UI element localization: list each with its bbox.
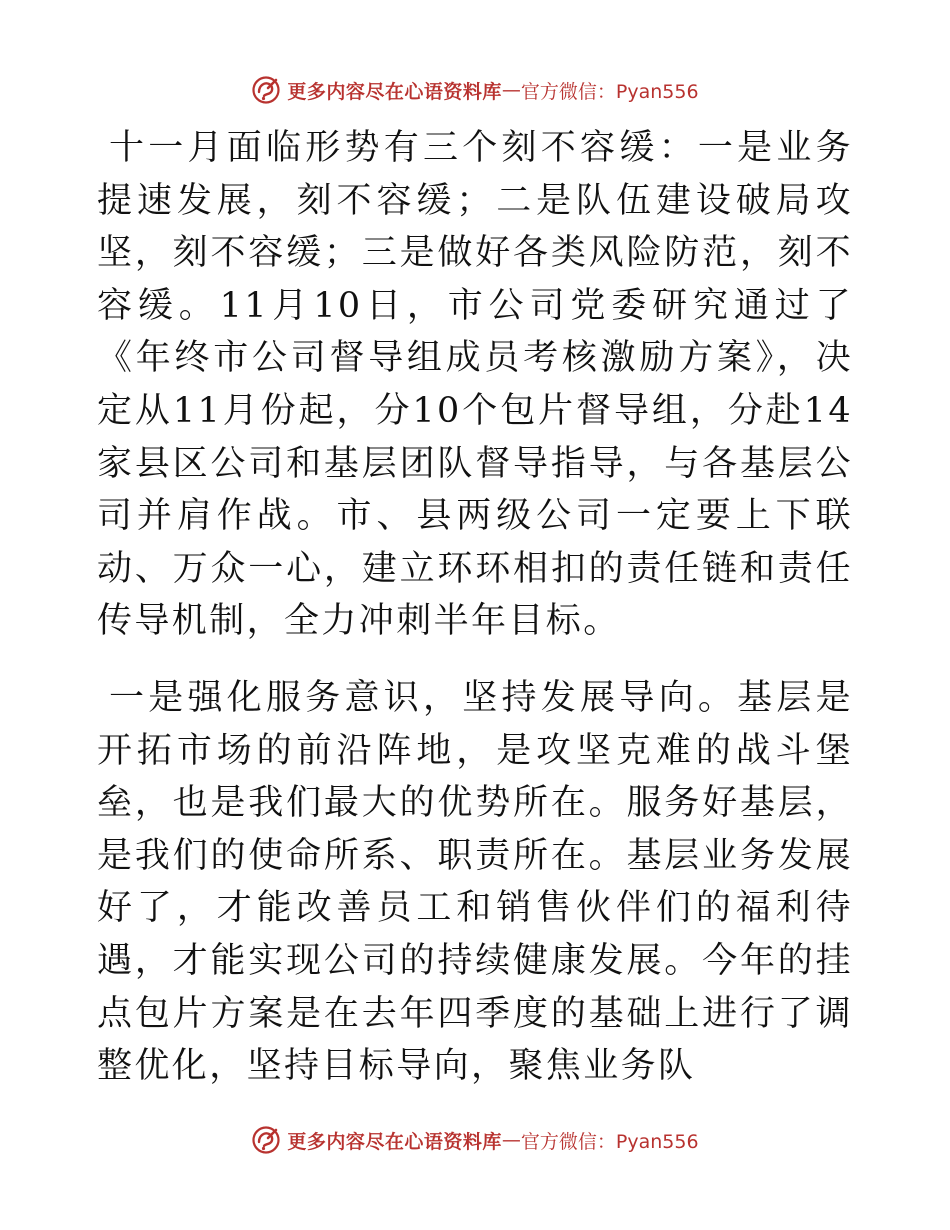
banner-separator: —	[501, 79, 521, 101]
brand-text: 更多内容尽在心语资料库	[287, 1130, 502, 1153]
wechat-contact: 官方微信：Pyan556	[520, 1130, 699, 1153]
wechat-contact: 官方微信：Pyan556	[520, 80, 699, 103]
header-watermark-banner	[0, 70, 950, 110]
paragraph-2: 一是强化服务意识，坚持发展导向。基层是开拓市场的前沿阵地，是攻坚克难的战斗堡垒，也是我们最大的优势所在。服务好基层，是我们的使命所系、职责所在。基层业务发展好了，才能改善员工和销售伙伴们的福利待遇，才能实现公司的持续健康发展。今年的挂点包片方案是在去年四季度的基础上进行了调整优化，坚持目标导向，聚焦业务队	[97, 677, 853, 1087]
brand-text: 更多内容尽在心语资料库	[287, 80, 502, 103]
brain-pen-logo-icon	[251, 75, 281, 105]
brain-pen-logo-icon	[251, 1125, 281, 1155]
paragraph-1: 十一月面临形势有三个刻不容缓：一是业务提速发展，刻不容缓；二是队伍建设破局攻坚，刻不容缓；三是做好各类风险防范，刻不容缓。11月10日，市公司党委研究通过了《年终市公司督导组成员考核激励方案》，决定从11月份起，分10个包片督导组，分赴14家县区公司和基层团队督导指导，与各基层公司并肩作战。市、县两级公司一定要上下联动、万众一心，建立环环相扣的责任链和责任传导机制，全力冲刺半年目标。	[97, 128, 853, 642]
footer-watermark-banner	[0, 1120, 950, 1160]
document-body	[97, 122, 853, 1093]
banner-separator: —	[501, 1129, 521, 1151]
